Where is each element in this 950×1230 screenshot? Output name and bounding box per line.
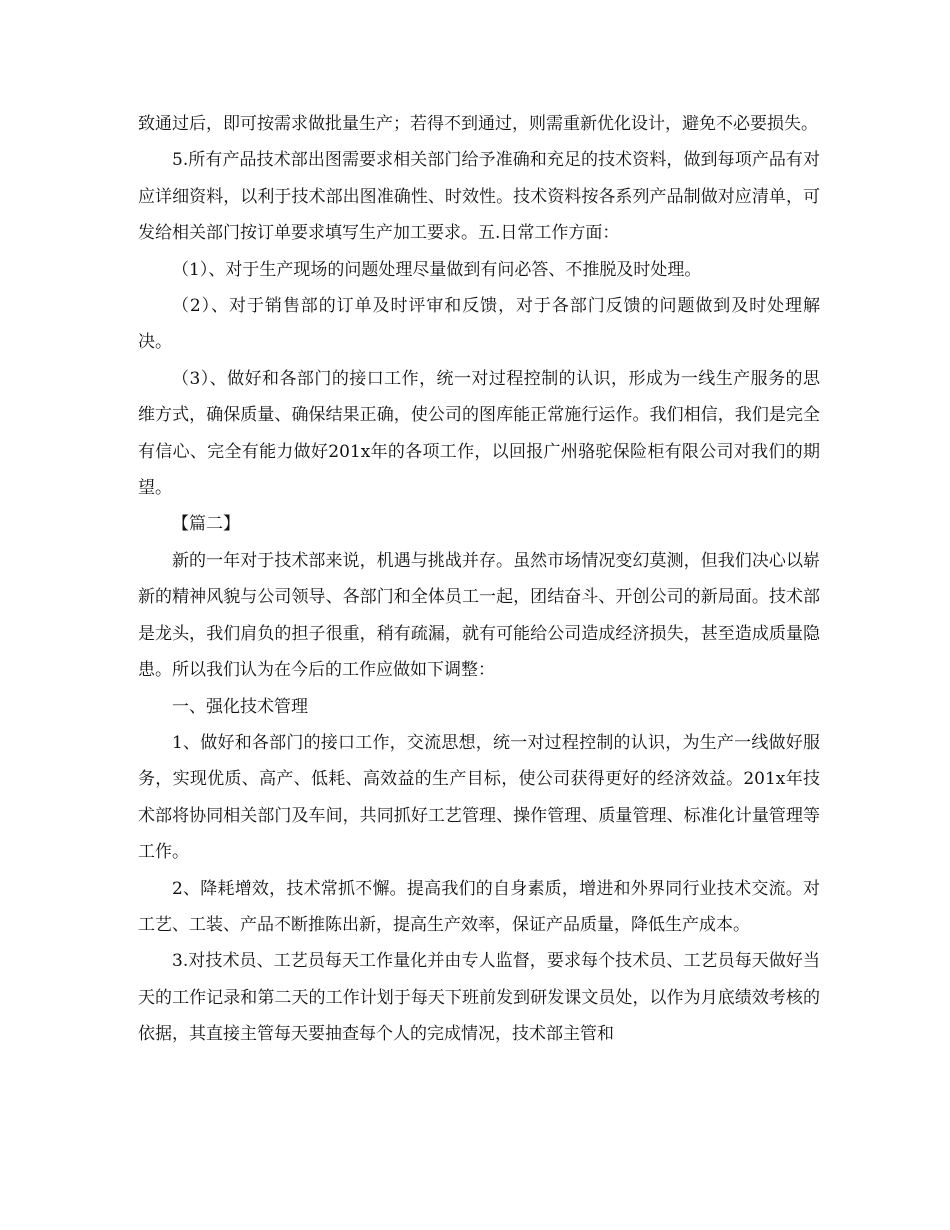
paragraph-point-3: 3.对技术员、工艺员每天工作量化并由专人监督，要求每个技术员、工艺员每天做好当天的工作记录和第二天的工作计划于每天下班前发到研发课文员处，以作为月底绩效考核的依据，其直接主管每天要抽查每个人的完成情况，技术部主管和 [138, 951, 820, 1045]
paragraph-sub-2: （2）、对于销售部的订单及时评审和反馈，对于各部门反馈的问题做到及时处理解决。 [138, 296, 820, 353]
paragraph-point-2: 2、降耗增效，技术常抓不懈。提高我们的自身素质，增进和外界同行业技术交流。对工艺、工装、产品不断推陈出新，提高生产效率，保证产品质量，降低生产成本。 [138, 878, 820, 935]
paragraph-intro: 新的一年对于技术部来说，机遇与挑战并存。虽然市场情况变幻莫测，但我们决心以崭新的精神风貌与公司领导、各部门和全体员工一起，团结奋斗、开创公司的新局面。技术部是龙头，我们肩负的担子很重，稍有疏漏，就有可能给公司造成经济损失，甚至造成质量隐患。所以我们认为在今后的工作应做如下调整： [138, 550, 820, 681]
paragraph-sub-3: （3）、做好和各部门的接口工作，统一对过程控制的认识，形成为一线生产服务的思维方式，确保质量、确保结果正确，使公司的图库能正常施行运作。我们相信，我们是完全有信心、完全有能力做好201x年的各项工作，以回报广州骆驼保险柜有限公司对我们的期望。 [138, 368, 820, 499]
paragraph-point-1: 1、做好和各部门的接口工作，交流思想，统一对过程控制的认识，为生产一线做好服务，实现优质、高产、低耗、高效益的生产目标，使公司获得更好的经济效益。201x年技术部将协同相关部门及车间，共同抓好工艺管理、操作管理、质量管理、标准化计量管理等工作。 [138, 732, 820, 863]
section-heading-tech-management: 一、强化技术管理 [172, 696, 308, 717]
paragraph-sub-1: （1）、对于生产现场的问题处理尽量做到有问必答、不推脱及时处理。 [172, 259, 702, 280]
paragraph-item-5: 5.所有产品技术部出图需要求相关部门给予准确和充足的技术资料，做到每项产品有对应详细资料，以利于技术部出图准确性、时效性。技术资料按各系列产品制做对应清单，可发给相关部门按订单要求填写生产加工要求。五.日常工作方面： [138, 150, 820, 244]
paragraph-continuation: 致通过后，即可按需求做批量生产；若得不到通过，则需重新优化设计，避免不必要损失。 [138, 114, 818, 134]
section-heading-part-two: 【篇二】 [172, 514, 240, 535]
